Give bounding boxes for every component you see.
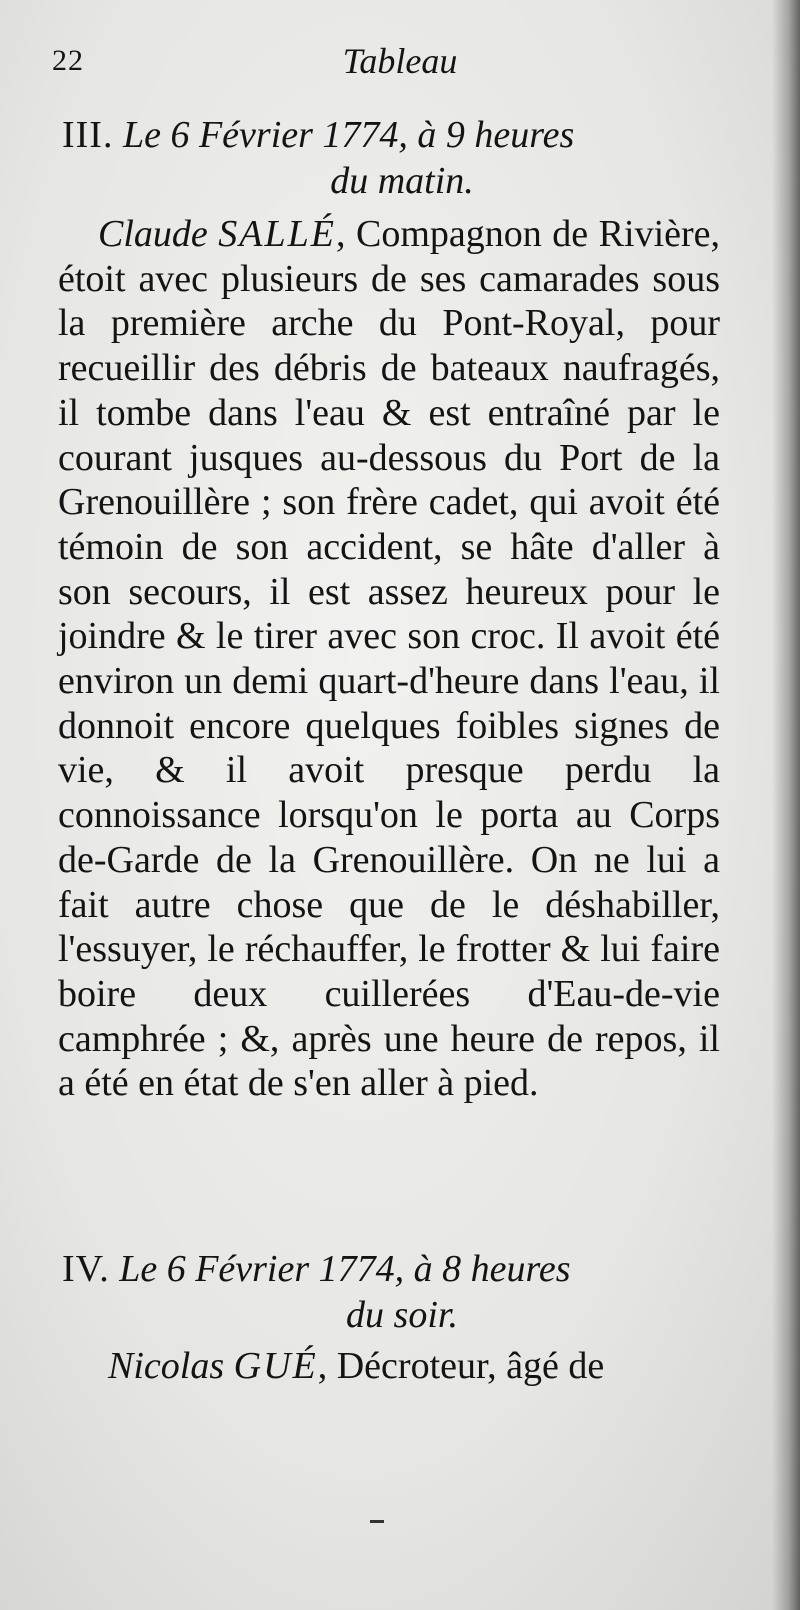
entry-4-heading xyxy=(62,1246,722,1338)
entry-4-time: du soir. xyxy=(346,1294,458,1336)
entry-4-numeral: IV. xyxy=(62,1248,110,1290)
entry-4-body: , Décroteur, âgé de xyxy=(317,1345,605,1387)
entry-3-paragraph xyxy=(58,212,720,1106)
page-number: 22 xyxy=(52,44,84,77)
entry-4-first-name: Nicolas xyxy=(108,1345,225,1387)
ink-mark xyxy=(370,1520,384,1523)
running-head: Tableau xyxy=(342,41,458,81)
entry-3-date: Le 6 Février 1774, à 9 heures xyxy=(122,114,575,156)
entry-3-numeral: III. xyxy=(62,114,114,156)
entry-3-heading xyxy=(62,112,722,204)
entry-4-surname: GUÉ xyxy=(233,1345,318,1387)
entry-3-body: , Compagnon de Rivière, étoit avec plusieurs de ses camarades sous la première arche du Pont-Royal, pour recueillir des débris de bateaux naufragés, il tombe dans l'eau & est entraîné par le courant jusques au-dessous du Port de la Grenouillère ; son frère cadet, qui avoit été témoin de son accident, se hâte d'aller à son secours, il est assez heureux pour le joindre & le tirer avec son croc. Il avoit été environ un demi quart-d'heure dans l'eau, il donnoit encore quelques foibles signes de vie, & il avoit presque perdu la connoissance lorsqu'on le porta au Corps de-Garde de la Grenouillère. On ne lui a fait autre chose que de le déshabiller, l'essuyer, le réchauffer, le frotter & lui faire boire deux cuillerées d'Eau-de-vie camphrée ; &, après une heure de repos, il a été en état de s'en aller à pied. xyxy=(58,213,721,1105)
entry-3-first-name: Claude xyxy=(98,213,208,255)
page-shadow-edge xyxy=(772,0,800,1610)
entry-3-surname: SALLÉ xyxy=(218,213,336,255)
entry-3-time: du matin. xyxy=(330,160,474,202)
entry-4-date: Le 6 Février 1774, à 8 heures xyxy=(119,1248,571,1290)
entry-4-paragraph xyxy=(58,1344,738,1388)
